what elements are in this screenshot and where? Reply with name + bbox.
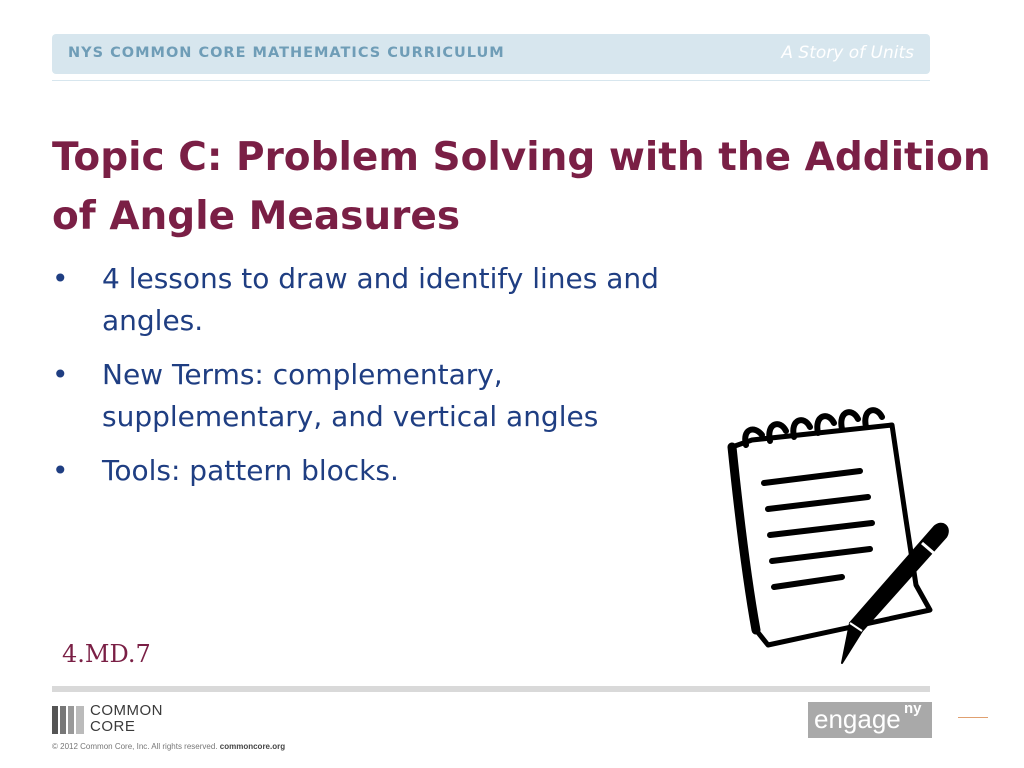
common-core-line1: COMMON: [90, 702, 163, 719]
engage-word: engage: [814, 704, 901, 734]
standard-code: 4.MD.7: [62, 640, 151, 668]
bullet-list: [52, 258, 692, 504]
bullet-marker: •: [52, 358, 69, 391]
footer-divider: [52, 686, 930, 692]
copyright-text: © 2012 Common Core, Inc. All rights reserved.: [52, 742, 218, 751]
common-core-line2: CORE: [90, 718, 136, 735]
series-name: A Story of Units: [781, 43, 914, 63]
bullet-item: [52, 450, 692, 492]
slide-title: Topic C: Problem Solving with the Addition of Angle Measures: [52, 135, 991, 239]
copyright-link[interactable]: commoncore.org: [219, 742, 286, 751]
header-divider: [52, 80, 930, 81]
notepad-with-pen-icon: [722, 405, 954, 670]
bullet-item: [52, 258, 692, 342]
copyright-notice: [52, 742, 285, 751]
curriculum-header-bar: [52, 34, 930, 74]
engage-ny-logo: [808, 702, 932, 738]
bullet-marker: •: [52, 454, 69, 487]
common-core-bars-icon: [52, 706, 86, 734]
bullet-marker: •: [52, 262, 69, 295]
curriculum-name: NYS COMMON CORE MATHEMATICS CURRICULUM: [68, 45, 505, 61]
bullet-text: New Terms: complementary, supplementary, and vertical angles: [102, 358, 599, 433]
bullet-text: 4 lessons to draw and identify lines and angles.: [102, 262, 659, 337]
bullet-item: [52, 354, 692, 438]
engage-ny-superscript: ny: [904, 700, 922, 717]
accent-rule: [958, 717, 988, 718]
bullet-text: Tools: pattern blocks.: [102, 454, 399, 487]
common-core-wordmark: [90, 703, 210, 735]
